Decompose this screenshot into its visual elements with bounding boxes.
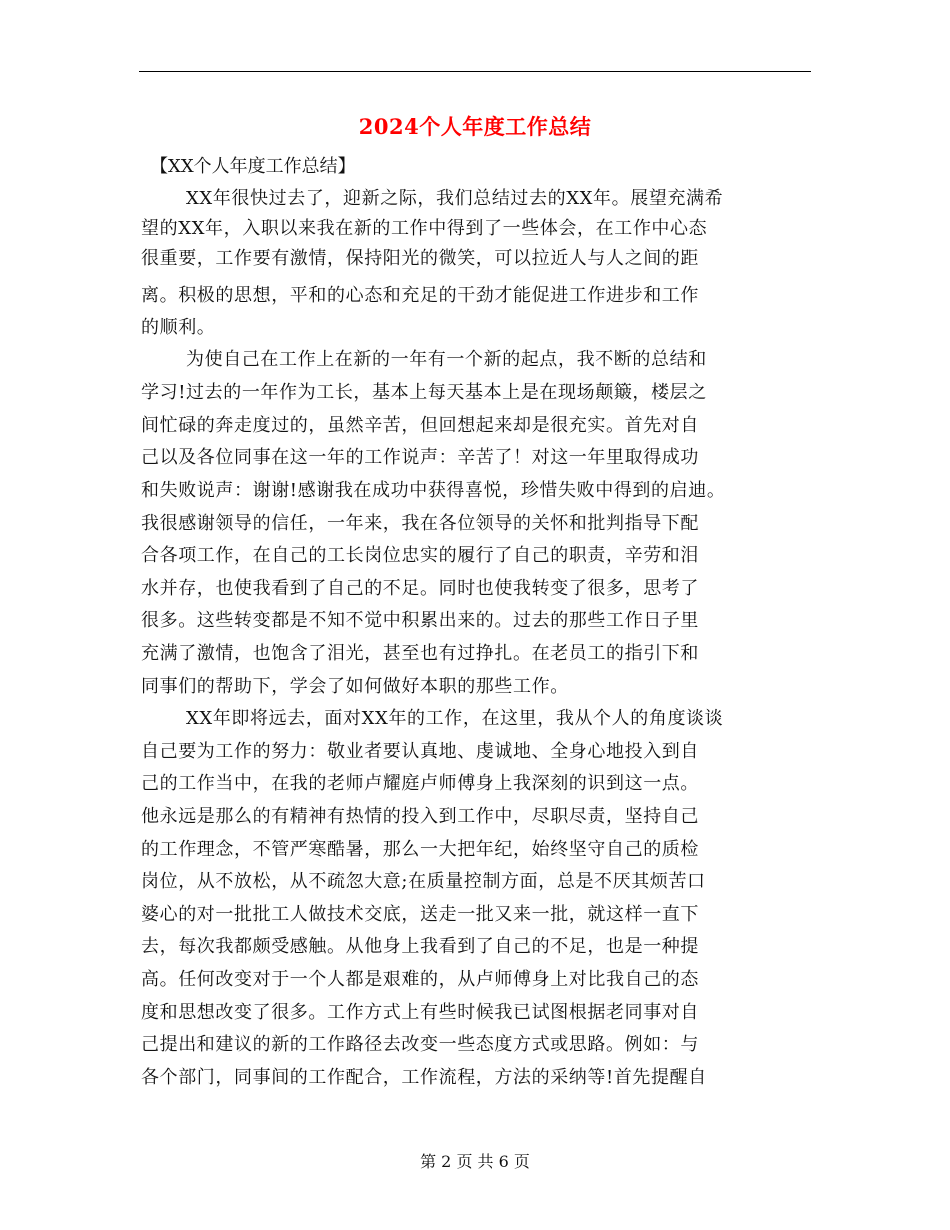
document-subtitle: 【XX个人年度工作总结】 <box>150 156 356 177</box>
body-line: 很重要，工作要有激情，保持阳光的微笑，可以拉近人与人之间的距 <box>141 248 699 269</box>
page-number: 第 2 页 共 6 页 <box>420 1152 530 1171</box>
body-line: 水并存，也使我看到了自己的不足。同时也使我转变了很多，思考了 <box>141 578 699 599</box>
body-line: 的工作理念，不管严寒酷暑，那么一大把年纪，始终坚守自己的质检 <box>141 839 699 860</box>
body-line: 离。积极的思想，平和的心态和充足的干劲才能促进工作进步和工作 <box>141 285 699 306</box>
body-line: 他永远是那么的有精神有热情的投入到工作中，尽职尽责，坚持自己 <box>141 806 699 827</box>
body-line: 婆心的对一批批工人做技术交底，送走一批又来一批，就这样一直下 <box>141 904 699 925</box>
body-line: 己提出和建议的新的工作路径去改变一些态度方式或思路。例如：与 <box>141 1034 699 1055</box>
body-line: 和失败说声：谢谢!感谢我在成功中获得喜悦，珍惜失败中得到的启迪。 <box>141 480 726 501</box>
body-line: 合各项工作，在自己的工长岗位忠实的履行了自己的职责，辛劳和泪 <box>141 545 699 566</box>
body-line: 为使自己在工作上在新的一年有一个新的起点，我不断的总结和 <box>186 349 707 370</box>
body-line: 去，每次我都颇受感触。从他身上我看到了自己的不足，也是一种提 <box>141 936 699 957</box>
body-line: 各个部门，同事间的工作配合，工作流程，方法的采纳等!首先提醒自 <box>141 1067 707 1088</box>
document-title: 2024个人年度工作总结 <box>358 114 592 139</box>
body-line: 很多。这些转变都是不知不觉中积累出来的。过去的那些工作日子里 <box>141 610 699 631</box>
body-line: 望的XX年，入职以来我在新的工作中得到了一些体会，在工作中心态 <box>141 218 708 239</box>
header-rule <box>139 71 811 72</box>
body-line: 同事们的帮助下，学会了如何做好本职的那些工作。 <box>141 676 569 697</box>
body-line: 己的工作当中，在我的老师卢耀庭卢师傅身上我深刻的识到这一点。 <box>141 773 699 794</box>
body-line: 自己要为工作的努力：敬业者要认真地、虔诚地、全身心地投入到自 <box>141 741 699 762</box>
body-line: 充满了激情，也饱含了泪光，甚至也有过挣扎。在老员工的指引下和 <box>141 643 699 664</box>
body-line: 学习!过去的一年作为工长，基本上每天基本上是在现场颠簸，楼层之 <box>141 382 707 403</box>
body-line: XX年即将远去，面对XX年的工作，在这里，我从个人的角度谈谈 <box>186 708 724 729</box>
body-line: 己以及各位同事在这一年的工作说声：辛苦了！对这一年里取得成功 <box>141 447 699 468</box>
body-line: 我很感谢领导的信任，一年来，我在各位领导的关怀和批判指导下配 <box>141 513 699 534</box>
body-line: 间忙碌的奔走度过的，虽然辛苦，但回想起来却是很充实。首先对自 <box>141 415 699 436</box>
body-line: 高。任何改变对于一个人都是艰难的，从卢师傅身上对比我自己的态 <box>141 969 699 990</box>
body-line: 岗位，从不放松，从不疏忽大意;在质量控制方面，总是不厌其烦苦口 <box>141 871 706 892</box>
body-line: XX年很快过去了，迎新之际，我们总结过去的XX年。展望充满希 <box>186 188 724 209</box>
body-line: 的顺利。 <box>141 317 216 338</box>
body-line: 度和思想改变了很多。工作方式上有些时候我已试图根据老同事对自 <box>141 1002 699 1023</box>
